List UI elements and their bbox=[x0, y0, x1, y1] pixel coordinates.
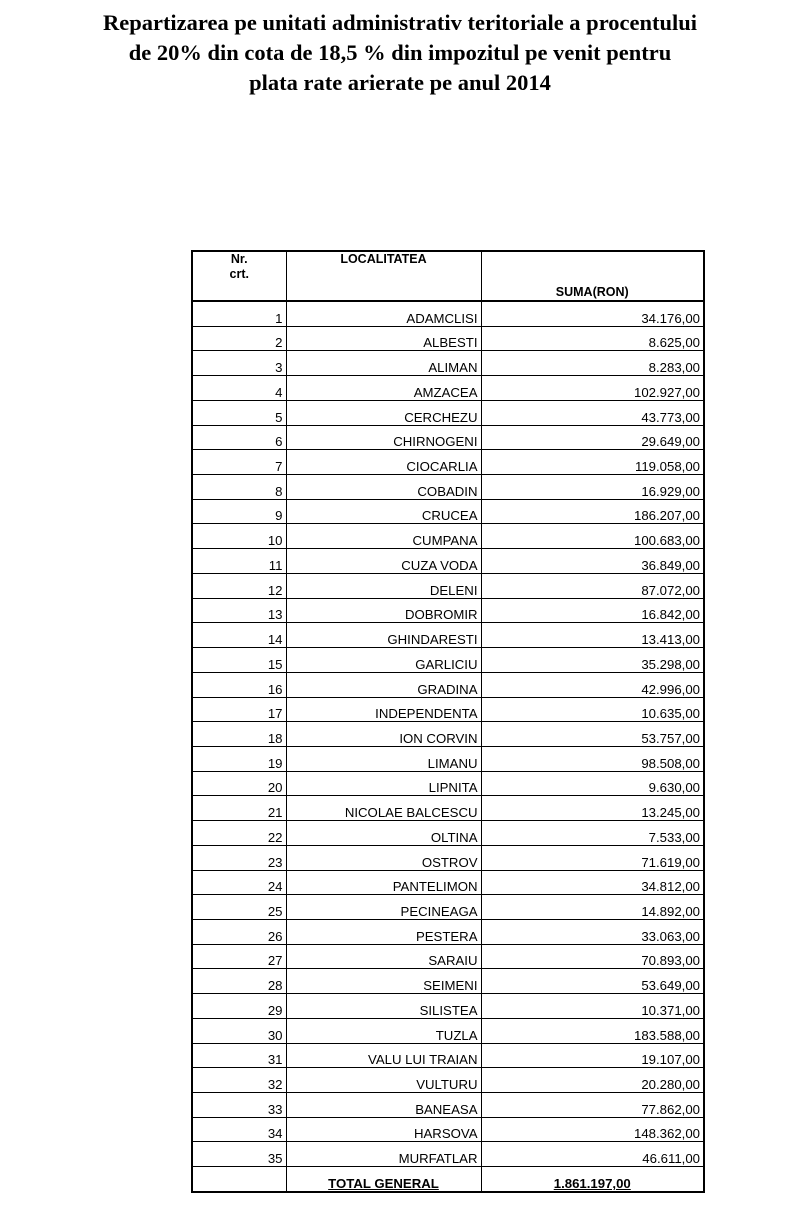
row-nr: 8 bbox=[192, 475, 286, 500]
table-row bbox=[192, 450, 704, 475]
row-nr: 28 bbox=[192, 969, 286, 994]
row-localitate: ION CORVIN bbox=[286, 722, 481, 747]
row-nr: 23 bbox=[192, 845, 286, 870]
total-label: TOTAL GENERAL bbox=[286, 1167, 481, 1192]
row-localitate: HARSOVA bbox=[286, 1117, 481, 1142]
title-line: de 20% din cota de 18,5 % din impozitul pe venit pentru bbox=[128, 40, 672, 65]
row-nr: 13 bbox=[192, 598, 286, 623]
table-row bbox=[192, 1018, 704, 1043]
row-nr: 25 bbox=[192, 895, 286, 920]
row-suma: 186.207,00 bbox=[481, 499, 704, 524]
row-nr: 4 bbox=[192, 376, 286, 401]
row-suma: 34.176,00 bbox=[481, 301, 704, 326]
total-row bbox=[192, 1167, 704, 1192]
row-localitate: PESTERA bbox=[286, 919, 481, 944]
table-row bbox=[192, 697, 704, 722]
row-suma: 13.413,00 bbox=[481, 623, 704, 648]
row-suma: 7.533,00 bbox=[481, 821, 704, 846]
table-row bbox=[192, 499, 704, 524]
title-line: plata rate arierate pe anul 2014 bbox=[249, 70, 551, 95]
table-row bbox=[192, 919, 704, 944]
table-row bbox=[192, 648, 704, 673]
table-row bbox=[192, 524, 704, 549]
table-row bbox=[192, 746, 704, 771]
table-row bbox=[192, 376, 704, 401]
table-row bbox=[192, 944, 704, 969]
row-suma: 19.107,00 bbox=[481, 1043, 704, 1068]
row-suma: 77.862,00 bbox=[481, 1093, 704, 1118]
table-row bbox=[192, 1093, 704, 1118]
row-nr: 9 bbox=[192, 499, 286, 524]
row-suma: 71.619,00 bbox=[481, 845, 704, 870]
row-nr: 1 bbox=[192, 301, 286, 326]
row-localitate: CRUCEA bbox=[286, 499, 481, 524]
row-localitate: CERCHEZU bbox=[286, 400, 481, 425]
allocation-table bbox=[191, 250, 705, 1193]
table-row bbox=[192, 549, 704, 574]
table-row bbox=[192, 573, 704, 598]
table-row bbox=[192, 475, 704, 500]
table-row bbox=[192, 400, 704, 425]
table-row bbox=[192, 994, 704, 1019]
header-suma: SUMA(RON) bbox=[481, 251, 704, 301]
row-suma: 10.635,00 bbox=[481, 697, 704, 722]
row-suma: 102.927,00 bbox=[481, 376, 704, 401]
row-localitate: GRADINA bbox=[286, 672, 481, 697]
table-row bbox=[192, 895, 704, 920]
row-suma: 33.063,00 bbox=[481, 919, 704, 944]
table-row bbox=[192, 1117, 704, 1142]
row-localitate: LIMANU bbox=[286, 746, 481, 771]
header-nr-line2: crt. bbox=[229, 267, 249, 281]
row-suma: 14.892,00 bbox=[481, 895, 704, 920]
row-suma: 183.588,00 bbox=[481, 1018, 704, 1043]
row-localitate: SARAIU bbox=[286, 944, 481, 969]
row-nr: 21 bbox=[192, 796, 286, 821]
row-nr: 12 bbox=[192, 573, 286, 598]
row-localitate: DELENI bbox=[286, 573, 481, 598]
row-nr: 5 bbox=[192, 400, 286, 425]
document-title bbox=[0, 8, 800, 98]
row-localitate: CHIRNOGENI bbox=[286, 425, 481, 450]
row-localitate: TUZLA bbox=[286, 1018, 481, 1043]
table-row bbox=[192, 623, 704, 648]
table-row bbox=[192, 1068, 704, 1093]
row-suma: 20.280,00 bbox=[481, 1068, 704, 1093]
header-nr-crt bbox=[192, 251, 286, 301]
row-localitate: GARLICIU bbox=[286, 648, 481, 673]
row-nr: 11 bbox=[192, 549, 286, 574]
row-nr: 6 bbox=[192, 425, 286, 450]
row-localitate: OLTINA bbox=[286, 821, 481, 846]
row-nr: 16 bbox=[192, 672, 286, 697]
row-localitate: PECINEAGA bbox=[286, 895, 481, 920]
row-suma: 98.508,00 bbox=[481, 746, 704, 771]
row-suma: 13.245,00 bbox=[481, 796, 704, 821]
row-nr: 31 bbox=[192, 1043, 286, 1068]
row-localitate: CIOCARLIA bbox=[286, 450, 481, 475]
table-header-row bbox=[192, 251, 704, 301]
row-localitate: ADAMCLISI bbox=[286, 301, 481, 326]
row-nr: 17 bbox=[192, 697, 286, 722]
row-nr: 14 bbox=[192, 623, 286, 648]
row-localitate: INDEPENDENTA bbox=[286, 697, 481, 722]
row-localitate: VALU LUI TRAIAN bbox=[286, 1043, 481, 1068]
row-localitate: DOBROMIR bbox=[286, 598, 481, 623]
row-suma: 42.996,00 bbox=[481, 672, 704, 697]
row-suma: 8.625,00 bbox=[481, 326, 704, 351]
table-row bbox=[192, 771, 704, 796]
row-suma: 53.649,00 bbox=[481, 969, 704, 994]
table-row bbox=[192, 870, 704, 895]
row-suma: 10.371,00 bbox=[481, 994, 704, 1019]
row-suma: 16.929,00 bbox=[481, 475, 704, 500]
row-localitate: GHINDARESTI bbox=[286, 623, 481, 648]
row-nr: 24 bbox=[192, 870, 286, 895]
table-row bbox=[192, 722, 704, 747]
table-row bbox=[192, 301, 704, 326]
row-nr: 3 bbox=[192, 351, 286, 376]
row-localitate: LIPNITA bbox=[286, 771, 481, 796]
row-nr: 18 bbox=[192, 722, 286, 747]
row-localitate: AMZACEA bbox=[286, 376, 481, 401]
row-localitate: COBADIN bbox=[286, 475, 481, 500]
header-localitate: LOCALITATEA bbox=[286, 251, 481, 301]
row-suma: 70.893,00 bbox=[481, 944, 704, 969]
row-nr: 35 bbox=[192, 1142, 286, 1167]
row-nr: 7 bbox=[192, 450, 286, 475]
table-row bbox=[192, 1142, 704, 1167]
row-nr: 10 bbox=[192, 524, 286, 549]
row-localitate: ALBESTI bbox=[286, 326, 481, 351]
row-suma: 87.072,00 bbox=[481, 573, 704, 598]
row-suma: 16.842,00 bbox=[481, 598, 704, 623]
row-suma: 8.283,00 bbox=[481, 351, 704, 376]
row-suma: 9.630,00 bbox=[481, 771, 704, 796]
row-nr: 29 bbox=[192, 994, 286, 1019]
total-nr-cell bbox=[192, 1167, 286, 1192]
row-localitate: NICOLAE BALCESCU bbox=[286, 796, 481, 821]
row-nr: 33 bbox=[192, 1093, 286, 1118]
row-localitate: VULTURU bbox=[286, 1068, 481, 1093]
row-suma: 148.362,00 bbox=[481, 1117, 704, 1142]
row-suma: 35.298,00 bbox=[481, 648, 704, 673]
row-localitate: SEIMENI bbox=[286, 969, 481, 994]
row-nr: 32 bbox=[192, 1068, 286, 1093]
table-row bbox=[192, 845, 704, 870]
row-localitate: CUZA VODA bbox=[286, 549, 481, 574]
row-localitate: MURFATLAR bbox=[286, 1142, 481, 1167]
row-suma: 36.849,00 bbox=[481, 549, 704, 574]
row-nr: 34 bbox=[192, 1117, 286, 1142]
table-body bbox=[192, 301, 704, 1167]
row-suma: 29.649,00 bbox=[481, 425, 704, 450]
table-row bbox=[192, 425, 704, 450]
row-suma: 53.757,00 bbox=[481, 722, 704, 747]
header-nr-line1: Nr. bbox=[230, 252, 248, 266]
table-row bbox=[192, 969, 704, 994]
table-row bbox=[192, 598, 704, 623]
table-row bbox=[192, 672, 704, 697]
row-suma: 46.611,00 bbox=[481, 1142, 704, 1167]
row-localitate: PANTELIMON bbox=[286, 870, 481, 895]
row-suma: 34.812,00 bbox=[481, 870, 704, 895]
table-row bbox=[192, 1043, 704, 1068]
row-nr: 15 bbox=[192, 648, 286, 673]
table-row bbox=[192, 821, 704, 846]
row-localitate: BANEASA bbox=[286, 1093, 481, 1118]
row-localitate: ALIMAN bbox=[286, 351, 481, 376]
table-row bbox=[192, 351, 704, 376]
row-localitate: CUMPANA bbox=[286, 524, 481, 549]
title-line: Repartizarea pe unitati administrativ teritoriale a procentului bbox=[102, 10, 698, 35]
row-nr: 30 bbox=[192, 1018, 286, 1043]
row-nr: 19 bbox=[192, 746, 286, 771]
row-suma: 43.773,00 bbox=[481, 400, 704, 425]
row-nr: 26 bbox=[192, 919, 286, 944]
row-nr: 20 bbox=[192, 771, 286, 796]
row-localitate: OSTROV bbox=[286, 845, 481, 870]
table-row bbox=[192, 326, 704, 351]
table-row bbox=[192, 796, 704, 821]
row-suma: 119.058,00 bbox=[481, 450, 704, 475]
row-nr: 27 bbox=[192, 944, 286, 969]
row-suma: 100.683,00 bbox=[481, 524, 704, 549]
row-nr: 2 bbox=[192, 326, 286, 351]
total-suma: 1.861.197,00 bbox=[481, 1167, 704, 1192]
row-nr: 22 bbox=[192, 821, 286, 846]
row-localitate: SILISTEA bbox=[286, 994, 481, 1019]
